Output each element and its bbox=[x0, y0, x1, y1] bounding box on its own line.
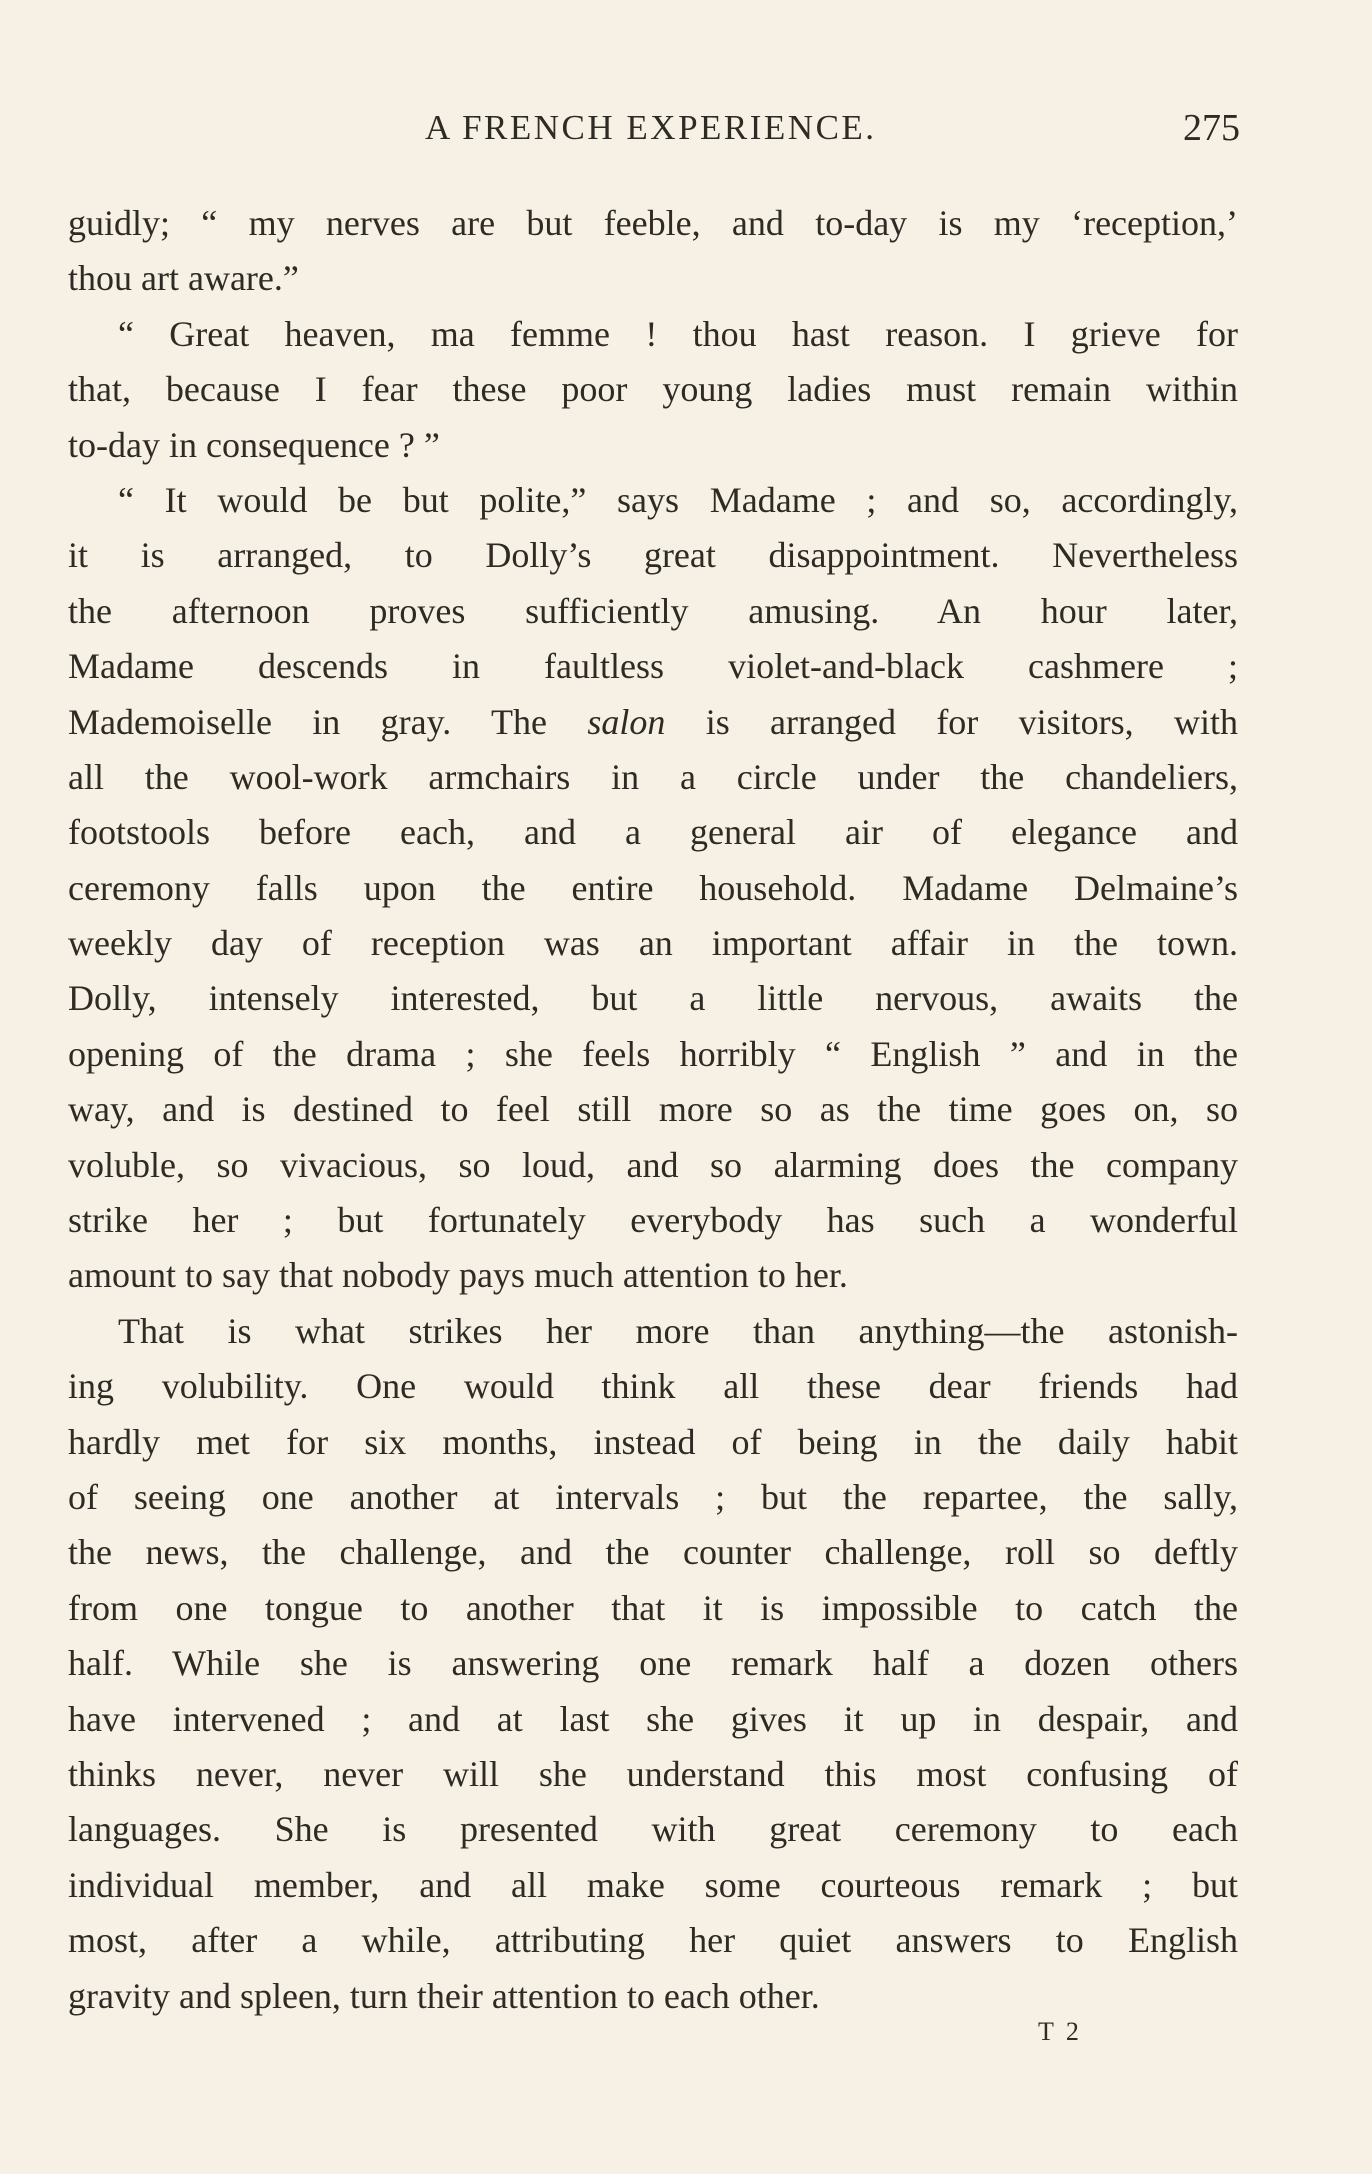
text-line: ceremony falls upon the entire household. Madame Delmaine’s bbox=[68, 867, 1238, 908]
text-line: that, because I fear these poor young ladies must remain within bbox=[68, 369, 1238, 410]
italic-word-salon: salon bbox=[587, 701, 666, 742]
signature-mark: T 2 bbox=[1038, 2017, 1082, 2046]
running-title: A FRENCH EXPERIENCE. bbox=[425, 108, 877, 147]
text-line: way, and is destined to feel still more so as the time goes on, so bbox=[68, 1089, 1238, 1130]
text-line bbox=[68, 695, 1238, 750]
text-line: ing volubility. One would think all these dear friends had bbox=[68, 1366, 1238, 1407]
text-line: “ It would be but polite,” says Madame ; and so, accordingly, bbox=[118, 479, 1238, 520]
running-head bbox=[0, 104, 1372, 152]
body-text bbox=[68, 196, 1238, 2024]
text-line: the afternoon proves sufficiently amusing. An hour later, bbox=[68, 590, 1238, 631]
text-line: languages. She is presented with great ceremony to each bbox=[68, 1809, 1238, 1850]
text-line: to-day in consequence ? ” bbox=[68, 424, 440, 465]
text-line: voluble, so vivacious, so loud, and so alarming does the company bbox=[68, 1144, 1238, 1185]
text-line: gravity and spleen, turn their attention to each other. bbox=[68, 1975, 820, 2016]
text-line: the news, the challenge, and the counter challenge, roll so deftly bbox=[68, 1532, 1238, 1573]
text-line: footstools before each, and a general air of elegance and bbox=[68, 812, 1238, 853]
text-line: Madame descends in faultless violet-and-black cashmere ; bbox=[68, 646, 1238, 687]
text-line: have intervened ; and at last she gives it up in despair, and bbox=[68, 1698, 1238, 1739]
text-segment: is arranged for visitors, with bbox=[705, 701, 1239, 742]
text-line: hardly met for six months, instead of being in the daily habit bbox=[68, 1421, 1238, 1462]
text-line: opening of the drama ; she feels horribly “ English ” and in the bbox=[68, 1033, 1238, 1074]
text-line: thou art aware.” bbox=[68, 258, 299, 299]
text-segment: Mademoiselle in gray. The bbox=[68, 701, 547, 742]
text-line: half. While she is answering one remark half a dozen others bbox=[68, 1643, 1238, 1684]
text-line: “ Great heaven, ma femme ! thou hast reason. I grieve for bbox=[118, 313, 1238, 354]
text-line: That is what strikes her more than anything—the astonish- bbox=[118, 1310, 1238, 1351]
text-line: all the wool-work armchairs in a circle under the chandeliers, bbox=[68, 756, 1238, 797]
text-line: it is arranged, to Dolly’s great disappointment. Nevertheless bbox=[68, 535, 1238, 576]
text-line: Dolly, intensely interested, but a little nervous, awaits the bbox=[68, 978, 1238, 1019]
text-line: thinks never, never will she understand this most confusing of bbox=[68, 1753, 1238, 1794]
text-line: from one tongue to another that it is impossible to catch the bbox=[68, 1587, 1238, 1628]
page-number: 275 bbox=[1183, 107, 1240, 149]
text-line: of seeing one another at intervals ; but the repartee, the sally, bbox=[68, 1476, 1238, 1517]
text-line: individual member, and all make some courteous remark ; but bbox=[68, 1864, 1238, 1905]
text-line: strike her ; but fortunately everybody has such a wonderful bbox=[68, 1200, 1238, 1241]
text-line: weekly day of reception was an important affair in the town. bbox=[68, 923, 1238, 964]
text-line: most, after a while, attributing her quiet answers to English bbox=[68, 1920, 1238, 1961]
text-line: guidly; “ my nerves are but feeble, and to-day is my ‘reception,’ bbox=[68, 203, 1238, 243]
text-line: amount to say that nobody pays much attention to her. bbox=[68, 1255, 848, 1296]
